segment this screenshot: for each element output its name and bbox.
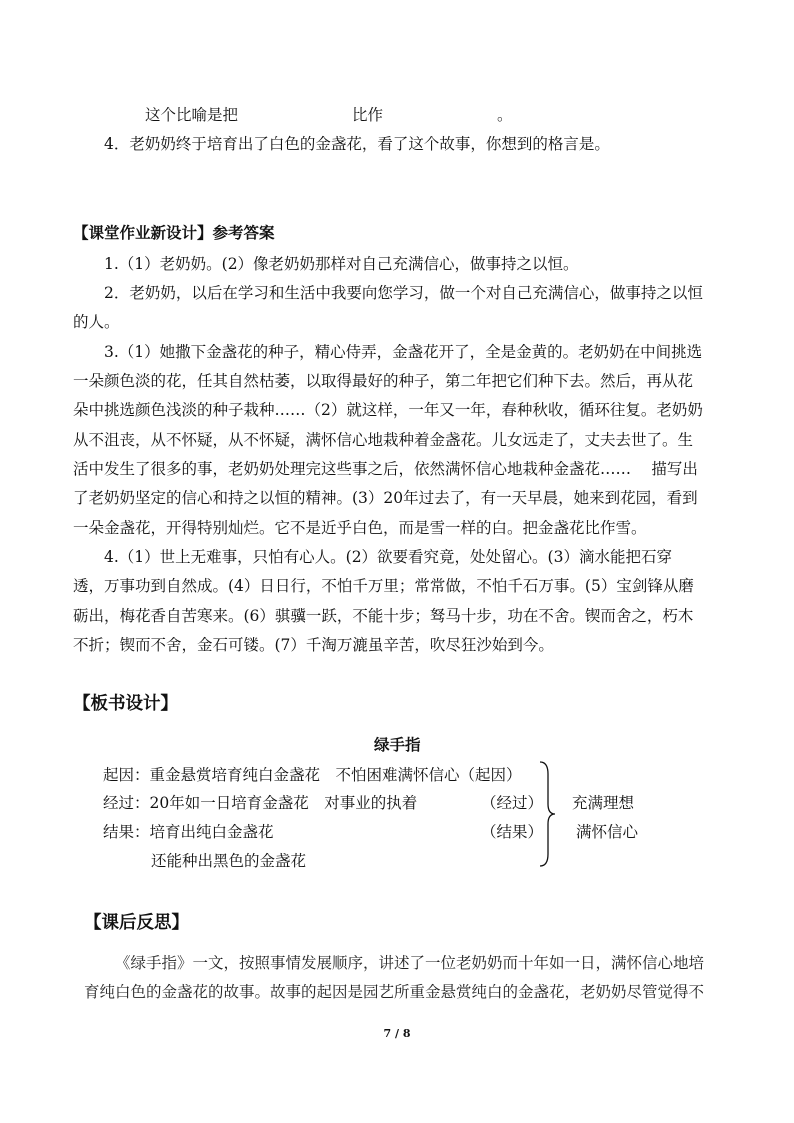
question-4: 4．老奶奶终于培育出了白色的金盏花，看了这个故事，你想到的格言是。 xyxy=(104,135,610,153)
answer-line: 一朵金盏花，开得特别灿烂。它不是近乎白色，而是雪一样的白。把金盏花比作雪。 xyxy=(73,519,647,537)
reflection-heading: 【课后反思】 xyxy=(84,913,189,933)
reflection-line: 育纯白色的金盏花的故事。故事的起因是园艺所重金悬赏纯白的金盏花，老奶奶尽管觉得不 xyxy=(84,983,705,1001)
board-result-tag: （结果） xyxy=(481,823,544,841)
board-result: 结果：培育出纯白金盏花 xyxy=(103,823,274,841)
answer-line: 朵中挑选颜色浅淡的种子栽种……（2）就这样，一年又一年，春种秋收，循环往复。老奶奶 xyxy=(73,401,703,419)
answer-line: 3.（1）她撒下金盏花的种子，精心侍弄，金盏花开了，全是金黄的。老奶奶在中间挑选 xyxy=(104,343,703,361)
metaphor-compare-word: 比作 xyxy=(352,106,384,124)
board-process: 经过：20年如一日培育金盏花 对事业的执着 xyxy=(103,794,418,812)
curly-brace xyxy=(538,760,556,868)
board-extra: 还能种出黑色的金盏花 xyxy=(151,852,307,870)
answer-line: 一朵颜色淡的花，任其自然枯萎，以取得最好的种子，第二年把它们种下去。然后，再从花 xyxy=(73,372,694,390)
board-right-2: 满怀信心 xyxy=(576,823,639,841)
answer-line: 4.（1）世上无难事，只怕有心人。(2）欲要看究竟，处处留心。(3）滴水能把石穿 xyxy=(104,548,672,566)
answers-heading: 【课堂作业新设计】参考答案 xyxy=(73,223,275,242)
answer-line: 活中发生了很多的事，老奶奶处理完这些事之后，依然满怀信心地栽种金盏花…… 描写出 xyxy=(73,460,698,478)
board-right-1: 充满理想 xyxy=(572,794,635,812)
board-title: 绿手指 xyxy=(374,735,421,754)
answer-line: 的人。 xyxy=(73,313,120,331)
page-number: 7 / 8 xyxy=(383,1027,411,1040)
answer-line: 砺出，梅花香自苦寒来。(6）骐骥一跃，不能十步；驽马十步，功在不舍。锲而舍之，朽木 xyxy=(73,607,694,625)
answer-line: 从不沮丧，从不怀疑，从不怀疑，满怀信心地栽种着金盏花。儿女远走了，丈夫去世了。生 xyxy=(73,431,694,449)
metaphor-end-mark: 。 xyxy=(497,106,513,124)
board-cause: 起因：重金悬赏培育纯白金盏花 不怕困难满怀信心（起因） xyxy=(103,766,522,784)
answer-line: 不折；锲而不舍，金石可镂。(7）千淘万漉虽辛苦，吹尽狂沙始到今。 xyxy=(73,636,554,654)
board-heading: 【板书设计】 xyxy=(73,694,178,714)
reflection-line: 《绿手指》一文，按照事情发展顺序，讲述了一位老奶奶而十年如一日，满怀信心地培 xyxy=(115,954,705,972)
answer-line: 了老奶奶坚定的信心和持之以恒的精神。(3）20年过去了，有一天早晨，她来到花园，看到 xyxy=(73,489,698,507)
answer-line: 1.（1）老奶奶。(2）像老奶奶那样对自己充满信心，做事持之以恒。 xyxy=(104,255,579,273)
metaphor-prompt: 这个比喻是把 xyxy=(145,106,239,124)
answer-line: 透，万事功到自然成。(4）日日行，不怕千万里；常常做，不怕千石万事。(5）宝剑锋从磨 xyxy=(73,577,694,595)
board-process-tag: （经过） xyxy=(481,794,544,812)
answer-line: 2．老奶奶，以后在学习和生活中我要向您学习，做一个对自己充满信心，做事持之以恒 xyxy=(104,284,703,302)
